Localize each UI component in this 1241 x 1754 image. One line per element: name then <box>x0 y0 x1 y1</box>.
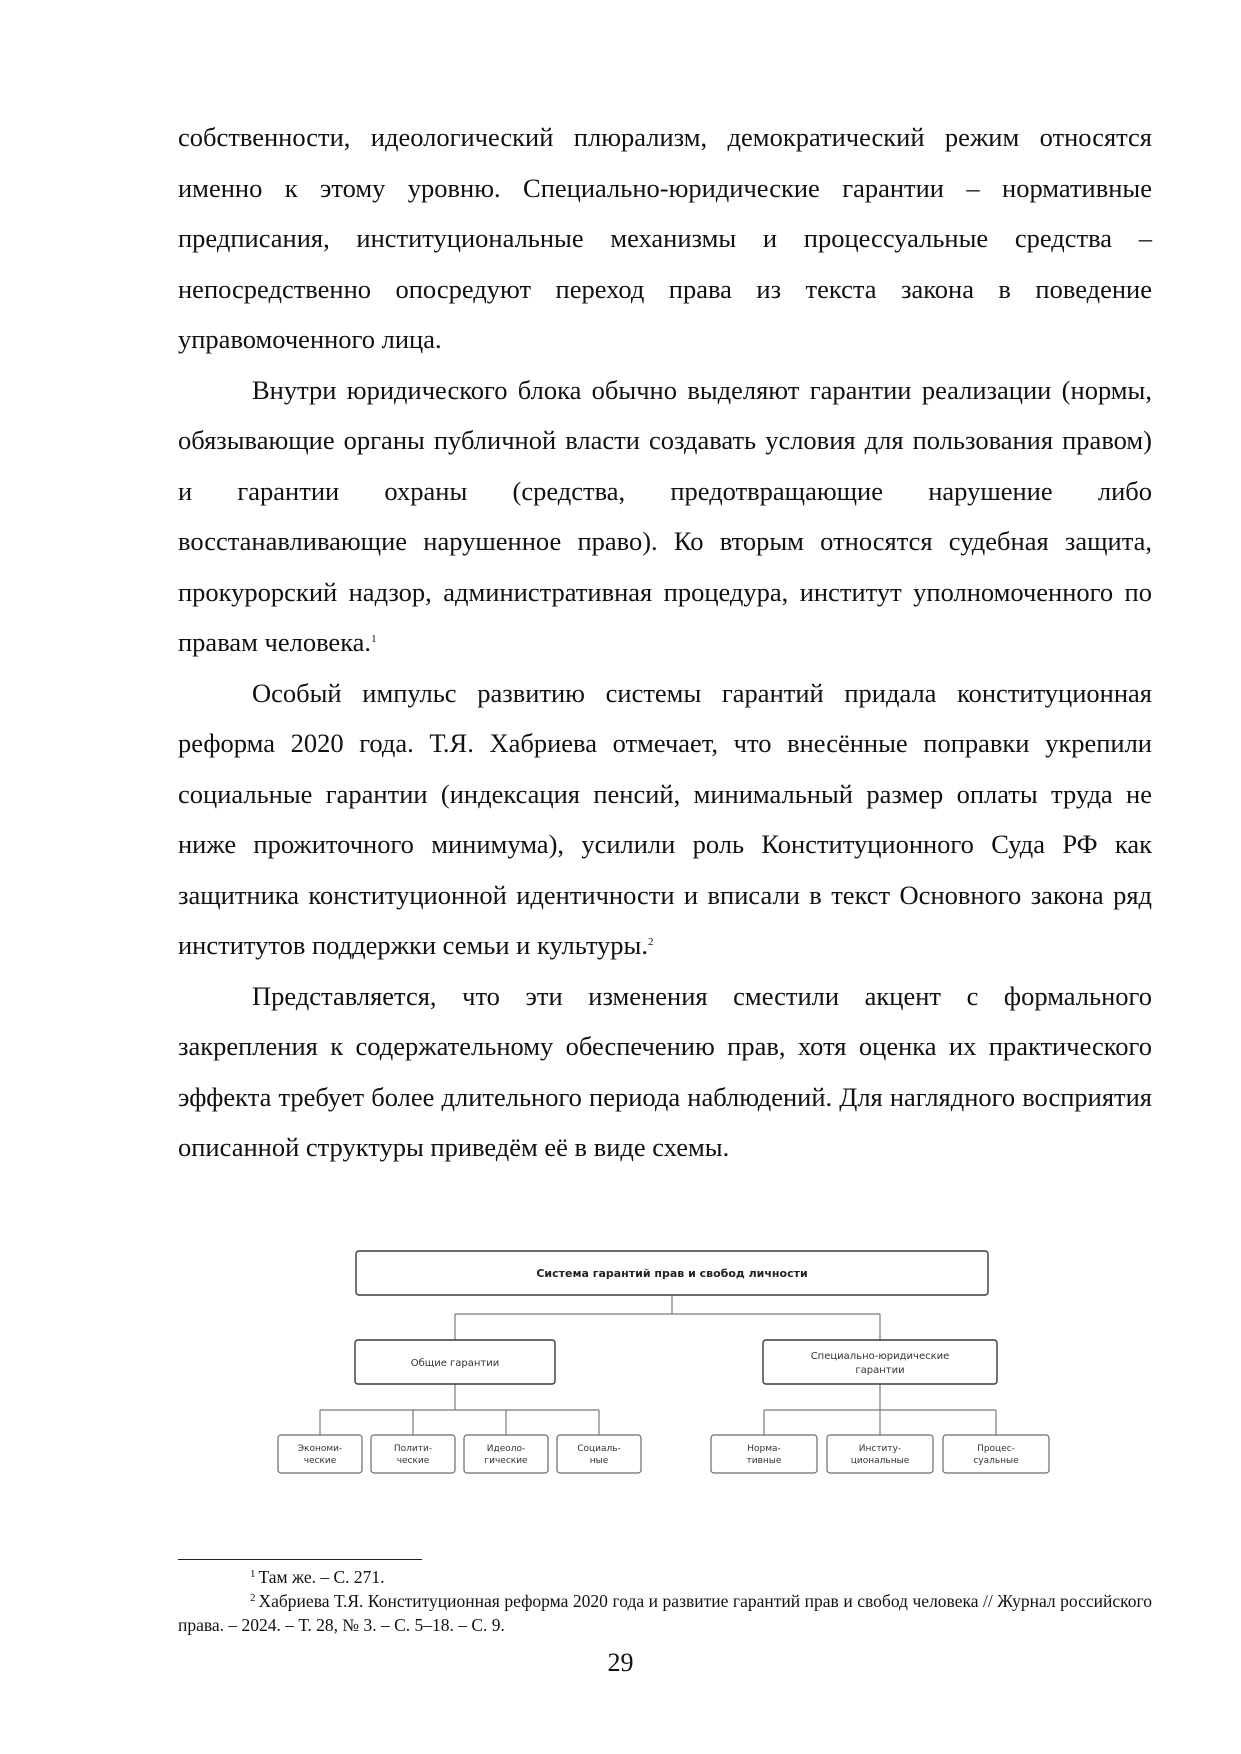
leaf-node-label: Экономи- <box>297 1444 343 1454</box>
diagram-leaf-node <box>943 1435 1049 1473</box>
diagram-leaf-node <box>278 1435 362 1473</box>
leaf-node-label: Институ- <box>858 1444 902 1454</box>
footnote-separator <box>178 1559 422 1560</box>
leaf-node-box <box>464 1435 548 1473</box>
paragraph <box>178 365 1152 668</box>
paragraph <box>178 971 1152 1173</box>
leaf-node-label: гические <box>484 1456 528 1466</box>
footnote-number: 1 <box>250 1568 256 1580</box>
paragraph-text: Внутри юридического блока обычно выделяют гарантии реализации (нормы, обязывающие органы публичной власти создавать условия для пользования правом) и гарантии охраны (средства, предотвращающие нарушение либо восстанавливающие нарушенное право). Ко вторым относятся судебная защита, прокурорский надзор, административная процедура, институт уполномоченного по правам человека. <box>178 374 1152 657</box>
diagram-leaf-node <box>827 1435 933 1473</box>
branch-node-label: Общие гарантии <box>410 1358 500 1369</box>
leaf-node-label: Норма- <box>747 1444 781 1454</box>
leaf-node-label: ческие <box>396 1456 430 1466</box>
leaf-node-box <box>278 1435 362 1473</box>
body-text <box>178 112 1152 1173</box>
footnote-number: 2 <box>250 1592 256 1604</box>
footnotes <box>178 1565 1152 1637</box>
branch-node-label: гарантии <box>855 1365 905 1376</box>
paragraph-text: Особый импульс развитию системы гарантий придала конституционная реформа 2020 года. Т.Я. Хабриева отмечает, что внесённые поправки укрепили социальные гарантии (индексация пенсий, минимальный размер оплаты труда не ниже прожиточного минимума), усилили роль Конституционного Суда РФ как защитника конституционной идентичности и вписали в текст Основного закона ряд институтов поддержки семьи и культуры. <box>178 677 1152 960</box>
leaf-node-label: суальные <box>973 1456 1019 1466</box>
paragraph <box>178 668 1152 971</box>
leaf-node-box <box>557 1435 641 1473</box>
diagram-branch-node <box>763 1340 997 1384</box>
diagram-leaf-node <box>464 1435 548 1473</box>
diagram-leaf-node <box>711 1435 817 1473</box>
guarantees-diagram <box>272 1250 1072 1490</box>
leaf-node-box <box>943 1435 1049 1473</box>
diagram-root-node <box>356 1251 988 1295</box>
leaf-node-label: Процес- <box>977 1444 1015 1454</box>
leaf-node-label: Идеоло- <box>486 1444 526 1454</box>
leaf-node-box <box>711 1435 817 1473</box>
leaf-node-label: ческие <box>303 1456 337 1466</box>
branch-node-box <box>763 1340 997 1384</box>
leaf-node-label: тивные <box>746 1456 782 1466</box>
diagram-leaf-node <box>557 1435 641 1473</box>
paragraph-text: собственности, идеологический плюрализм, демократический режим относятся именно к этому уровню. Специально-юридические гарантии – нормативные предписания, институциональные механизмы и процессуальные средства – непосредственно опосредуют переход права из текста закона в поведение управомоченного лица. <box>178 122 1152 354</box>
footnote-text: Там же. – С. 271. <box>258 1567 385 1587</box>
leaf-node-label: Социаль- <box>577 1444 621 1454</box>
paragraph-text: Представляется, что эти изменения сместили акцент с формального закрепления к содержательному обеспечению прав, хотя оценка их практического эффекта требует более длительного периода наблюдений. Для наглядного восприятия описанной структуры приведём её в виде схемы. <box>178 980 1152 1162</box>
root-node-label: Система гарантий прав и свобод личности <box>536 1267 808 1280</box>
diagram-svg <box>272 1250 1072 1490</box>
leaf-node-label: Полити- <box>393 1444 433 1454</box>
footnote-ref[interactable]: 1 <box>371 633 377 645</box>
footnote-ref[interactable]: 2 <box>648 936 654 948</box>
leaf-node-label: циональные <box>850 1456 910 1466</box>
leaf-node-box <box>371 1435 455 1473</box>
page-number: 29 <box>607 1648 634 1677</box>
branch-node-label: Специально-юридические <box>810 1351 950 1362</box>
leaf-node-box <box>827 1435 933 1473</box>
paragraph <box>178 112 1152 365</box>
footnote <box>178 1565 1152 1589</box>
diagram-branch-node <box>355 1340 555 1384</box>
leaf-node-label: ные <box>589 1456 609 1466</box>
footnote-text: Хабриева Т.Я. Конституционная реформа 2020 года и развитие гарантий прав и свобод человека // Журнал российского права. – 2024. – Т. 28, № 3. – С. 5–18. – С. 9. <box>178 1591 1152 1635</box>
footnote <box>178 1589 1152 1637</box>
diagram-leaf-node <box>371 1435 455 1473</box>
